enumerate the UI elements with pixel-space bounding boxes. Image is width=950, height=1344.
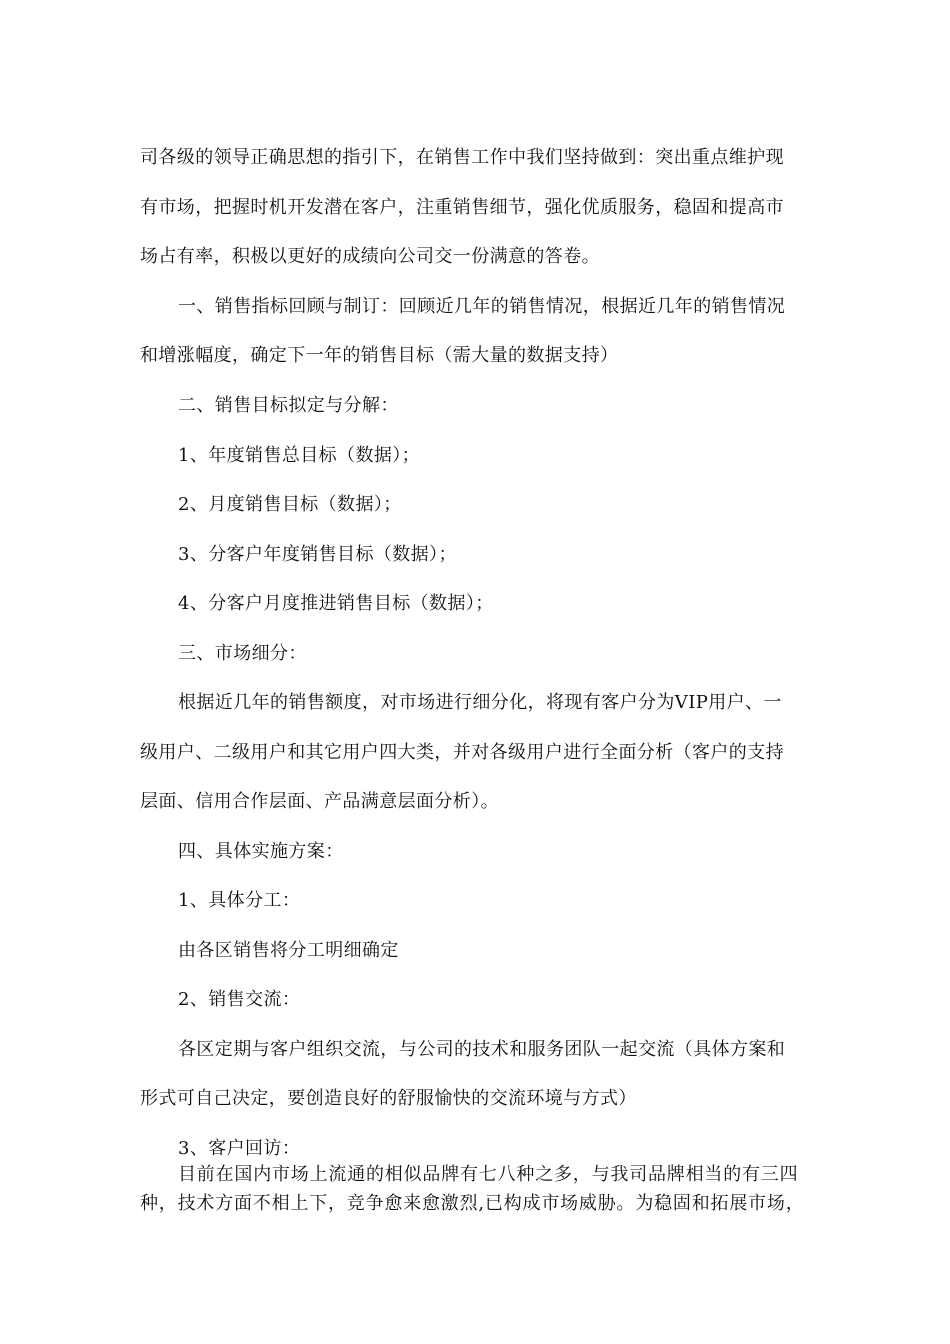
subsection-heading: 2、销售交流： bbox=[178, 989, 301, 1010]
paragraph-line: 场占有率，积极以更好的成绩向公司交一份满意的答卷。 bbox=[140, 246, 600, 267]
paragraph-line: 各区定期与客户组织交流，与公司的技术和服务团队一起交流（具体方案和 bbox=[178, 1039, 786, 1060]
paragraph-line: 和增涨幅度，确定下一年的销售目标（需大量的数据支持） bbox=[140, 345, 619, 366]
section-heading: 一、销售指标回顾与制订：回顾近几年的销售情况，根据近几年的销售情况 bbox=[178, 296, 786, 317]
subsection-heading: 1、具体分工： bbox=[178, 890, 301, 911]
paragraph-line: 形式可自己决定，要创造良好的舒服愉快的交流环境与方式） bbox=[140, 1088, 637, 1109]
section-heading: 二、销售目标拟定与分解： bbox=[178, 395, 399, 416]
paragraph-line: 有市场，把握时机开发潜在客户，注重销售细节，强化优质服务，稳固和提高市 bbox=[140, 197, 784, 218]
list-item: 1、年度销售总目标（数据）； bbox=[178, 445, 421, 466]
paragraph-line: 种，技术方面不相上下，竞争愈来愈激烈,已构成市场威胁。为稳固和拓展市场， bbox=[140, 1193, 805, 1214]
section-heading: 三、市场细分： bbox=[178, 643, 307, 664]
list-item: 4、分客户月度推进销售目标（数据）； bbox=[178, 593, 494, 614]
section-heading: 四、具体实施方案： bbox=[178, 841, 344, 862]
list-item: 3、分客户年度销售目标（数据）； bbox=[178, 544, 457, 565]
paragraph-line: 司各级的领导正确思想的指引下，在销售工作中我们坚持做到：突出重点维护现 bbox=[140, 147, 784, 168]
paragraph-line: 由各区销售将分工明细确定 bbox=[178, 940, 399, 961]
paragraph-line: 目前在国内市场上流通的相似品牌有七八种之多，与我司品牌相当的有三四 bbox=[178, 1164, 799, 1185]
list-item: 2、月度销售目标（数据）； bbox=[178, 494, 402, 515]
paragraph-line: 级用户、二级用户和其它用户四大类，并对各级用户进行全面分析（客户的支持 bbox=[140, 742, 784, 763]
subsection-heading: 3、客户回访： bbox=[178, 1138, 301, 1159]
paragraph-line: 层面、信用合作层面、产品满意层面分析）。 bbox=[140, 791, 499, 812]
paragraph-line: 根据近几年的销售额度，对市场进行细分化，将现有客户分为VIP用户、一 bbox=[178, 692, 782, 713]
